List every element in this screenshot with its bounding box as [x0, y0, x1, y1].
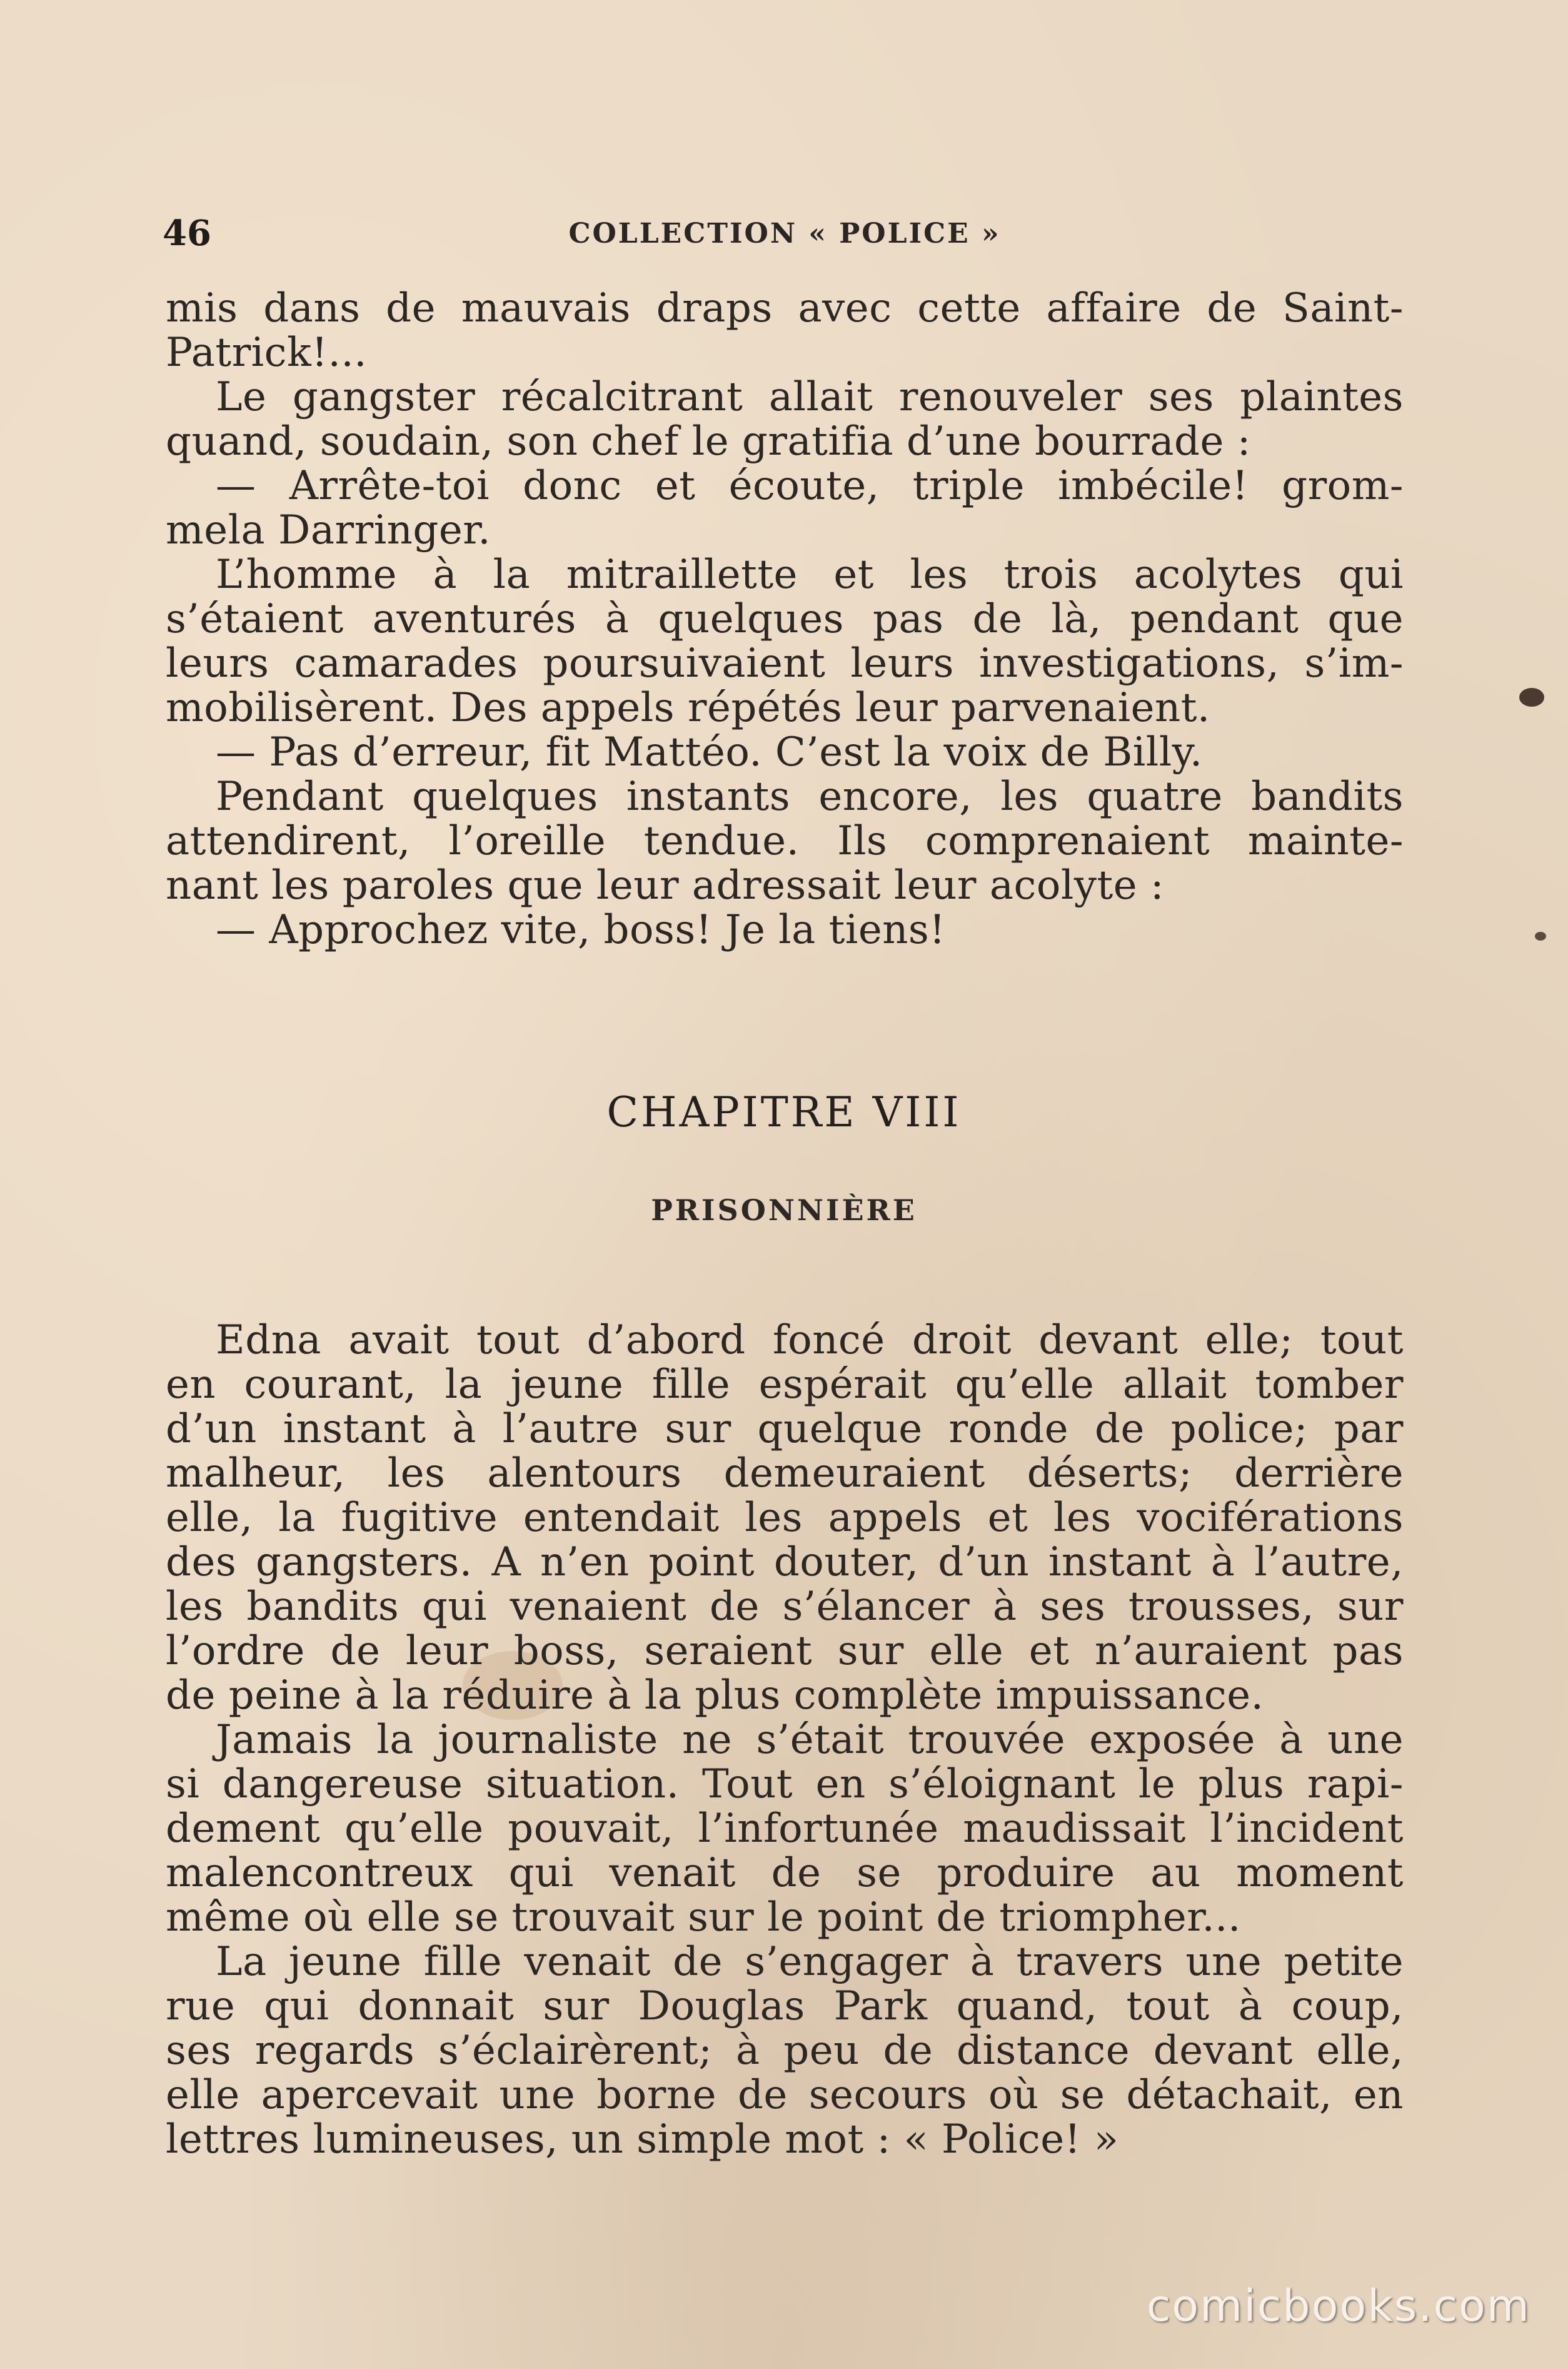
paper-stain	[1519, 688, 1544, 707]
text-line: — Approchez vite, boss! Je la tiens!	[216, 907, 946, 953]
text-line: même où elle se trouvait sur le point de triompher...	[166, 1894, 1241, 1941]
page-number: 46	[163, 213, 211, 254]
text-block-2	[166, 1318, 1404, 2162]
text-line: malheur, les alentours demeuraient déserts; derrière	[166, 1450, 1404, 1497]
text-line: ses regards s’éclairèrent; à peu de distance devant elle,	[166, 2028, 1404, 2074]
text-line: nant les paroles que leur adressait leur acolyte :	[166, 862, 1164, 909]
text-line: l’ordre de leur boss, seraient sur elle et n’auraient pas	[166, 1628, 1404, 1674]
text-line: mobilisèrent. Des appels répétés leur parvenaient.	[166, 685, 1210, 731]
text-line: Pendant quelques instants encore, les quatre bandits	[216, 774, 1404, 820]
text-line: lettres lumineuses, un simple mot : « Police! »	[166, 2116, 1119, 2163]
text-line: Edna avait tout d’abord foncé droit devant elle; tout	[216, 1317, 1404, 1363]
text-line: elle apercevait une borne de secours où se détachait, en	[166, 2072, 1404, 2118]
text-line: si dangereuse situation. Tout en s’éloignant le plus rapi-	[166, 1761, 1404, 1807]
text-line: mis dans de mauvais draps avec cette affaire de Saint-	[166, 285, 1404, 331]
text-line: malencontreux qui venait de se produire au moment	[166, 1850, 1404, 1896]
text-line: Jamais la journaliste ne s’était trouvée exposée à une	[216, 1717, 1404, 1763]
text-line: L’homme à la mitraillette et les trois acolytes qui	[216, 552, 1404, 598]
text-line: en courant, la jeune fille espérait qu’elle allait tomber	[166, 1361, 1404, 1408]
paper-stain	[1535, 932, 1546, 941]
text-line: rue qui donnait sur Douglas Park quand, tout à coup,	[166, 1983, 1404, 2029]
watermark: comicbooks.com	[1146, 2280, 1530, 2331]
text-line: quand, soudain, son chef le gratifia d’une bourrade :	[166, 418, 1251, 465]
chapter-subtitle: PRISONNIÈRE	[651, 1193, 917, 1227]
text-line: elle, la fugitive entendait les appels et les vociférations	[166, 1495, 1404, 1541]
text-line: mela Darringer.	[166, 507, 491, 553]
text-block-1	[166, 286, 1404, 952]
text-line: des gangsters. A n’en point douter, d’un instant à l’autre,	[166, 1539, 1404, 1585]
text-line: d’un instant à l’autre sur quelque ronde de police; par	[166, 1406, 1404, 1452]
text-line: dement qu’elle pouvait, l’infortunée maudissait l’incident	[166, 1806, 1404, 1852]
running-head: COLLECTION « POLICE »	[568, 218, 1001, 250]
text-line: Le gangster récalcitrant allait renouveler ses plaintes	[216, 374, 1404, 420]
text-line: — Arrête-toi donc et écoute, triple imbécile! grom-	[216, 463, 1404, 509]
page-header	[163, 213, 1407, 263]
text-line: La jeune fille venait de s’engager à travers une petite	[216, 1939, 1404, 1985]
text-line: s’étaient aventurés à quelques pas de là, pendant que	[166, 596, 1404, 642]
text-line: de peine à la réduire à la plus complète impuissance.	[166, 1672, 1264, 1719]
text-line: attendirent, l’oreille tendue. Ils comprenaient mainte-	[166, 818, 1404, 864]
text-line: les bandits qui venaient de s’élancer à ses trousses, sur	[166, 1584, 1404, 1630]
text-line: — Pas d’erreur, fit Mattéo. C’est la voix de Billy.	[216, 729, 1203, 775]
text-line: leurs camarades poursuivaient leurs investigations, s’im-	[166, 640, 1404, 687]
chapter-title: CHAPITRE VIII	[606, 1088, 962, 1136]
text-line: Patrick!...	[166, 330, 367, 376]
